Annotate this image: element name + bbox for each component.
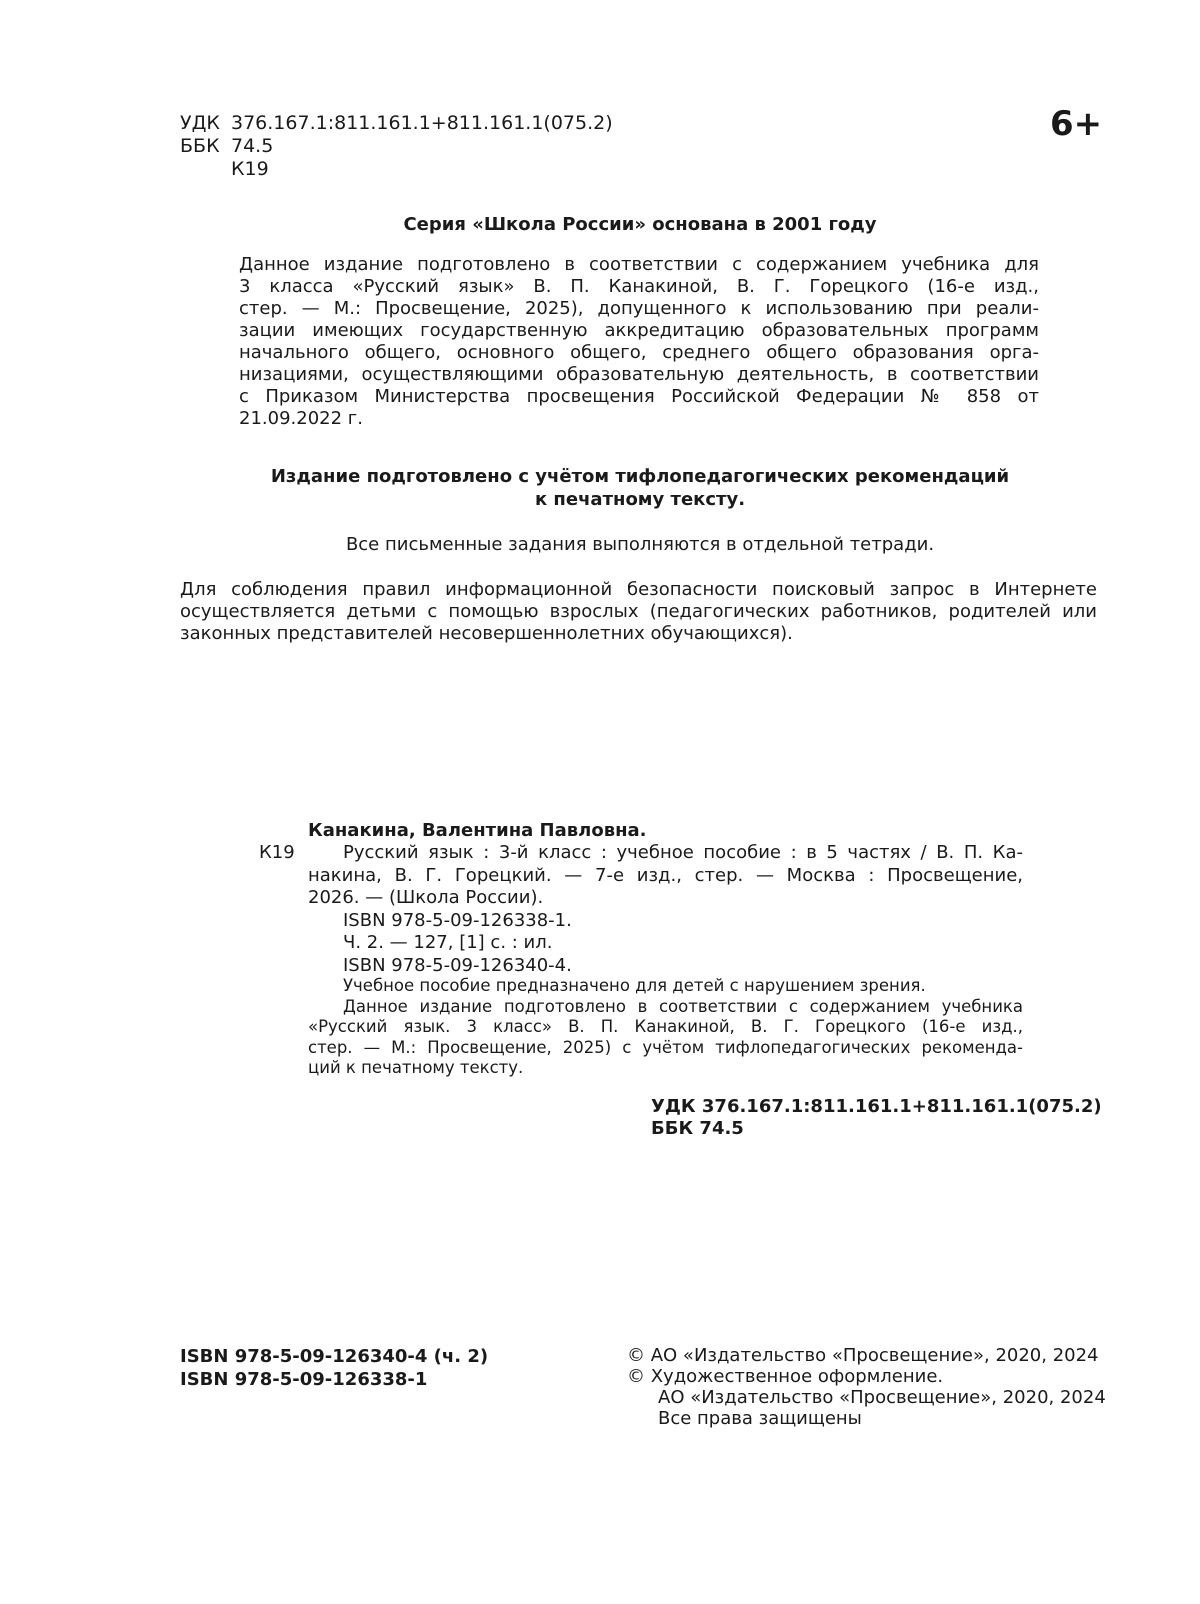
notebook-note: Все письменные задания выполняются в отдельной тетради. <box>345 534 935 555</box>
copyright-line: Все права защищены <box>658 1408 862 1429</box>
compliance-line: с Приказом Министерства просвещения Российской Федерации № 858 от <box>239 386 1039 407</box>
catalog-title-block <box>308 842 1023 977</box>
tiflo-note <box>240 465 1040 511</box>
internet-note-line: законных представителей несовершеннолетних обучающихся). <box>180 623 793 644</box>
internet-note-line: Для соблюдения правил информационной безопасности поисковый запрос в Интернете <box>180 579 1097 600</box>
catalog-udk: УДК 376.167.1:811.161.1+811.161.1(075.2) <box>651 1096 1102 1117</box>
catalog-bbk: ББК 74.5 <box>651 1118 744 1139</box>
catalog-description-line: Данное издание подготовлено в соответствии с содержанием учебника <box>343 996 1023 1016</box>
catalog-description-line: ций к печатному тексту. <box>308 1058 524 1077</box>
catalog-title-line: накина, В. Г. Горецкий. — 7-е изд., стер. — Москва : Просвещение, <box>308 864 1023 886</box>
footer-isbn-line: ISBN 978-5-09-126340-4 (ч. 2) <box>180 1346 489 1367</box>
catalog-purpose: Учебное пособие предназначено для детей с нарушением зрения. <box>343 976 926 995</box>
internet-note-line: осуществляется детьми с помощью взрослых (педагогических работников, родителей или <box>180 601 1097 622</box>
catalog-isbn-part: ISBN 978-5-09-126340-4. <box>343 954 572 976</box>
catalog-annotation <box>308 976 1023 1079</box>
compliance-line: низациями, осуществляющими образовательную деятельность, в соответствии <box>239 364 1039 385</box>
copyright-line: © АО «Издательство «Просвещение», 2020, 2024 <box>627 1345 1099 1366</box>
udk-header-label: УДК <box>180 112 220 134</box>
catalog-mark: К19 <box>259 842 295 863</box>
tiflo-note-line: Издание подготовлено с учётом тифлопедагогических рекомендаций <box>270 466 1010 487</box>
series-line: Серия «Школа России» основана в 2001 году <box>403 214 877 235</box>
compliance-line: Данное издание подготовлено в соответствии с содержанием учебника для <box>239 254 1039 275</box>
compliance-line: стер. — М.: Просвещение, 2025), допущенного к использованию при реали- <box>239 298 1039 319</box>
age-rating: 6+ <box>1050 104 1103 144</box>
udk-header-value: 376.167.1:811.161.1+811.161.1(075.2) <box>231 112 613 134</box>
compliance-line: начального общего, основного общего, среднего общего образования орга- <box>239 342 1039 363</box>
compliance-line: 3 класса «Русский язык» В. П. Канакиной, В. Г. Горецкого (16-е изд., <box>239 276 1039 297</box>
bbk-header-label: ББК <box>180 135 220 157</box>
catalog-isbn-set: ISBN 978-5-09-126338-1. <box>343 909 572 931</box>
copyright-line: © Художественное оформление. <box>627 1366 944 1387</box>
catalog-author-heading: Канакина, Валентина Павловна. <box>308 820 647 841</box>
catalog-title-line: 2026. — (Школа России). <box>308 887 544 908</box>
compliance-paragraph <box>239 254 1039 430</box>
tiflo-note-line: к печатному тексту. <box>534 489 746 510</box>
catalog-description-line: «Русский язык. 3 класс» В. П. Канакиной, В. Г. Горецкого (16-е изд., <box>308 1017 1023 1036</box>
catalog-title-line: Русский язык : 3-й класс : учебное пособие : в 5 частях / В. П. Ка- <box>343 842 1023 863</box>
footer-copyright-block <box>627 1345 1106 1429</box>
footer-isbn-line: ISBN 978-5-09-126338-1 <box>180 1369 428 1390</box>
compliance-line: зации имеющих государственную аккредитацию образовательных программ <box>239 320 1039 341</box>
bbk-header-value: 74.5 <box>231 135 274 157</box>
footer-isbn-block <box>180 1345 488 1391</box>
author-mark: К19 <box>231 158 269 180</box>
internet-note <box>180 579 1097 645</box>
copyright-line: АО «Издательство «Просвещение», 2020, 2024 <box>658 1387 1106 1408</box>
catalog-description-line: стер. — М.: Просвещение, 2025) с учётом тифлопедагогических рекоменда- <box>308 1037 1023 1057</box>
catalog-part-info: Ч. 2. — 127, [1] с. : ил. <box>343 932 553 953</box>
compliance-line: 21.09.2022 г. <box>239 408 363 429</box>
